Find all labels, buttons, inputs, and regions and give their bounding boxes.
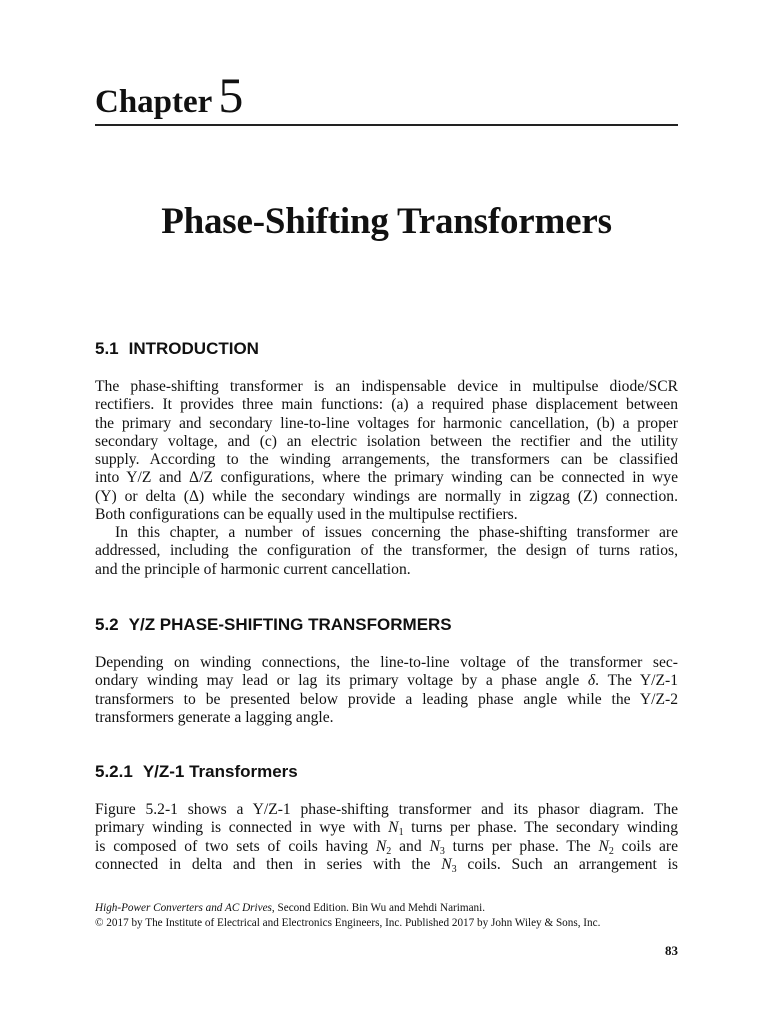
subscript: 2: [608, 845, 614, 857]
text-line: [95, 856, 678, 874]
chapter-label: Chapter: [95, 84, 213, 120]
subsection-heading-yz1: [95, 762, 298, 782]
n2-symbol: N: [598, 837, 609, 855]
chapter-title: Phase-Shifting Transformers: [161, 201, 612, 242]
yz1-paragraph: [95, 801, 678, 874]
subscript: 3: [439, 845, 445, 857]
text-line: Depending on winding connections, the line-to-line voltage of the transformer sec-: [95, 654, 678, 671]
text-run: coils. Such an arrangement is: [456, 855, 679, 873]
text-line: Figure 5.2-1 shows a Y/Z-1 phase-shifting transformer and its phasor diagram. The: [95, 801, 678, 818]
text-line: Both configurations can be equally used in the multipulse rectifiers.: [95, 506, 518, 524]
section-number: 5.2: [95, 615, 119, 634]
n2-symbol: N: [375, 837, 387, 855]
book-edition: , Second Edition. Bin Wu and Mehdi Narimani.: [271, 902, 486, 914]
text-run: and: [391, 837, 430, 855]
text-line: [95, 672, 678, 690]
intro-paragraph-2: [95, 524, 678, 579]
text-run: turns per phase. The secondary winding: [403, 819, 679, 837]
chapter-rule: [95, 124, 678, 126]
book-title: High-Power Converters and AC Drives: [95, 902, 272, 914]
text-run: ondary winding may lead or lag its primary voltage by a phase angle: [95, 672, 588, 690]
text-line: the primary and secondary line-to-line voltages for harmonic cancellation, (b) a proper: [95, 414, 678, 432]
text-line: [95, 838, 678, 856]
n3-symbol: N: [429, 837, 440, 855]
section-title: INTRODUCTION: [128, 339, 259, 358]
text-run: turns per phase. The: [444, 837, 599, 855]
book-page: [95, 0, 678, 1024]
text-run: is composed of two sets of coils having: [95, 837, 376, 855]
section-title: Y/Z-1 Transformers: [142, 762, 298, 781]
n1-symbol: N: [388, 819, 399, 837]
section-number: 5.2.1: [95, 762, 133, 781]
subscript: 2: [386, 845, 392, 857]
section-number: 5.1: [95, 339, 119, 358]
text-line: and the principle of harmonic current cancellation.: [95, 560, 411, 578]
subscript: 1: [398, 827, 404, 839]
footer-citation: [95, 901, 678, 916]
section-heading-yz-transformers: [95, 615, 452, 635]
subscript: 3: [451, 863, 457, 875]
footer-copyright: © 2017 by The Institute of Electrical and Electronics Engineers, Inc. Published 2017 by John Wiley & Sons, Inc.: [95, 917, 601, 929]
text-run: coils are: [613, 837, 678, 855]
delta-symbol: δ: [587, 672, 596, 690]
text-run: primary winding is connected in wye with: [95, 819, 389, 837]
page-footer: [95, 901, 678, 931]
intro-paragraph-1: [95, 378, 678, 524]
text-run: connected in delta and then in series with the: [95, 855, 442, 873]
text-line: into Y/Z and Δ/Z configurations, where the primary winding can be connected in wye: [95, 469, 678, 487]
chapter-number: 5: [218, 67, 244, 123]
chapter-heading: [95, 66, 243, 124]
text-line: transformers generate a lagging angle.: [95, 708, 334, 726]
text-line: [95, 819, 678, 837]
text-line: secondary voltage, and (c) an electric isolation between the rectifier and the utility: [95, 432, 678, 450]
text-line: (Y) or delta (Δ) while the secondary windings are normally in zigzag (Z) connection.: [95, 487, 678, 505]
page-number: 83: [665, 943, 678, 958]
text-line: addressed, including the configuration of the transformer, the design of turns ratios,: [95, 542, 678, 560]
text-line: In this chapter, a number of issues concerning the phase-shifting transformer are: [115, 524, 678, 541]
text-line: The phase-shifting transformer is an indispensable device in multipulse diode/SCR: [95, 378, 678, 395]
text-line: supply. According to the winding arrangements, the transformers can be classified: [95, 451, 678, 469]
section-heading-introduction: [95, 339, 259, 359]
text-run: . The Y/Z-1: [595, 672, 678, 690]
text-line: rectifiers. It provides three main functions: (a) a required phase displacement between: [95, 396, 678, 414]
n3-symbol: N: [441, 855, 452, 873]
yz-paragraph: [95, 654, 678, 727]
text-line: transformers to be presented below provide a leading phase angle while the Y/Z-2: [95, 690, 678, 708]
section-title: Y/Z PHASE-SHIFTING TRANSFORMERS: [128, 615, 452, 634]
